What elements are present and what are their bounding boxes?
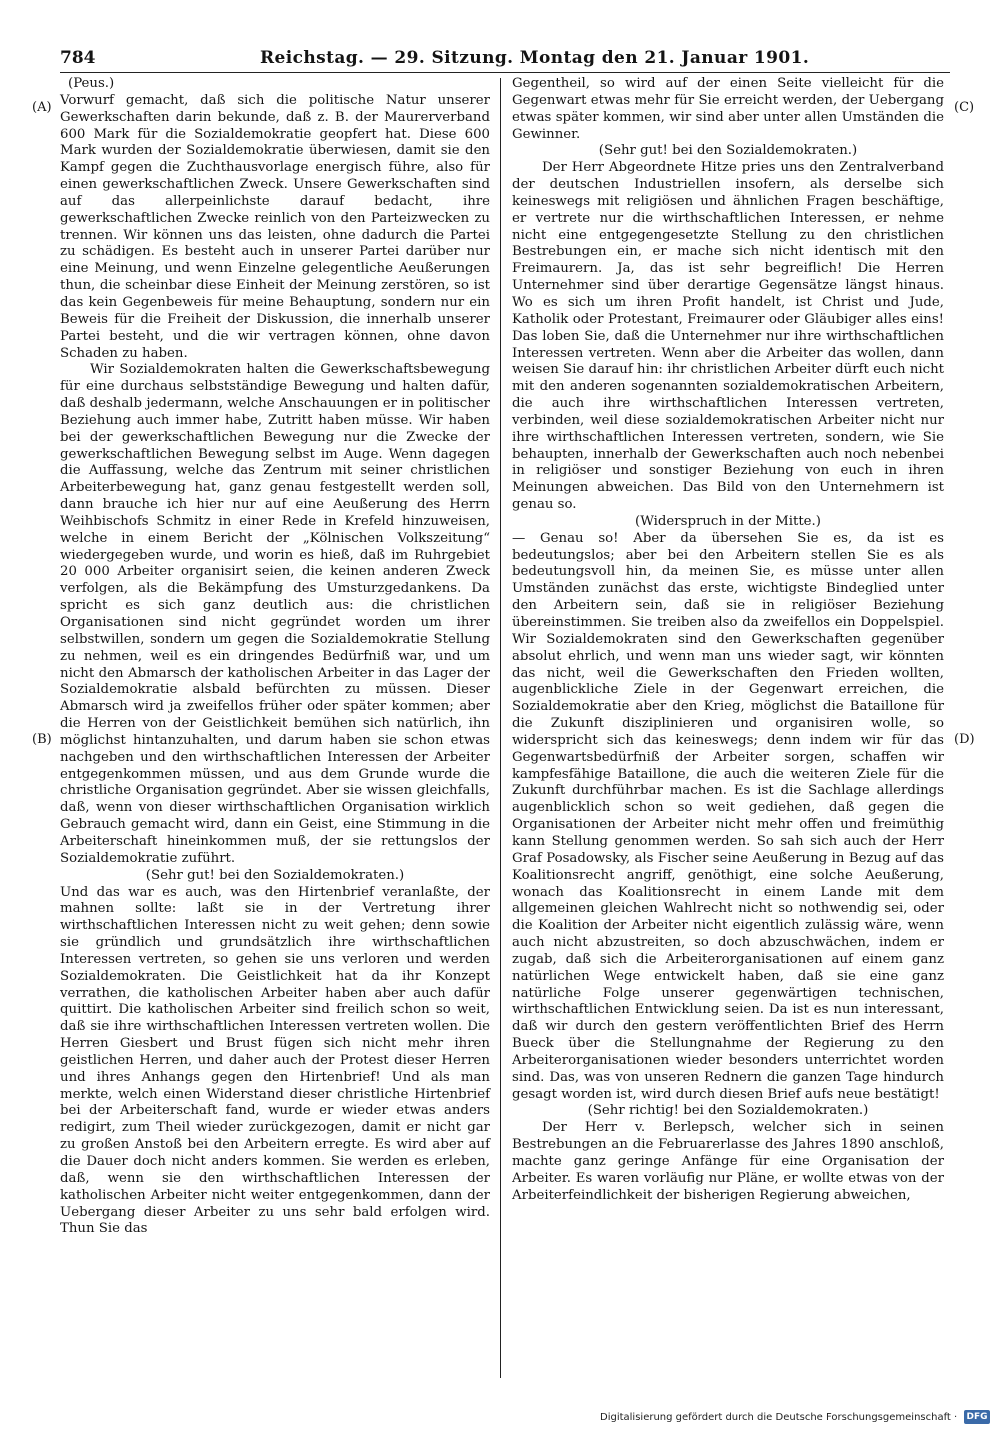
running-title: Reichstag. — 29. Sitzung. Montag den 21. Januar 1901. [260, 48, 810, 68]
page-number: 784 [60, 48, 96, 68]
margin-marker-d: (D) [954, 732, 975, 747]
speaker-name: (Peus.) [68, 76, 115, 91]
paragraph: Und das war es auch, was den Hirtenbrief veranlaßte, der mahnen sollte: laßt sie in der Vertretung ihrer wirthschaftlichen Interessen nicht zu weit gehen; denn sowie sie gründlich und grundsätzlich ihre wirthschaftlichen Interessen vertreten, so gehen sie uns verloren und werden Sozialdemokraten. Die Geistlichkeit hat da ihr Konzept verrathen, die katholischen Arbeiter haben aber auch dafür quittirt. Die katholischen Arbeiter sind freilich schon so weit, daß sie ihre wirthschaftlichen Interessen vertreten wollen. Die Herren Giesbert und Brust fügen sich nicht mehr ihren geistlichen Herren, und daher auch der Protest dieser Herren und ihres Anhangs gegen den Hirtenbrief! Und als man merkte, welch einen Widerstand dieser christliche Hirtenbrief bei der Arbeiterschaft fand, wurde er wieder etwas anders redigirt, zum Theil wieder zurückgezogen, damit er nicht gar zu großen Anstoß bei den Arbeitern erregte. Es wird aber auf die Dauer doch nicht anders kommen. Sie werden es erleben, daß, wenn sie den wirthschaftlichen Interessen der katholischen Arbeiter nicht weiter entgegenkommen, dann der Uebergang dieser Arbeiter zu uns sehr bald erfolgen wird. Thun Sie das [60, 884, 490, 1237]
right-column [512, 76, 944, 1205]
footer [600, 1410, 990, 1428]
interjection: (Sehr gut! bei den Sozialdemokraten.) [145, 867, 405, 883]
dfg-logo: DFG [964, 1410, 990, 1424]
funding-credit: Digitalisierung gefördert durch die Deutsche Forschungsgemeinschaft · [600, 1412, 958, 1423]
page-header [60, 46, 950, 73]
interjection: (Widerspruch in der Mitte.) [635, 513, 821, 529]
paragraph: Gegentheil, so wird auf der einen Seite vielleicht für die Gegenwart etwas mehr für Sie erreicht werden, der Uebergang etwas später kommen, wir sind aber unter allen Umständen die Gewinner. [512, 76, 944, 142]
paragraph: Der Herr Abgeordnete Hitze pries uns den Zentralverband der deutschen Industriellen insofern, als derselbe sich keineswegs mit religiösen und ähnlichen Fragen beschäftige, er vertrete nur die wirthschaftlichen Interessen, er nehme nicht eine entgegengesetzte Stellung zu den christlichen Bestrebungen ein, er mache sich nicht identisch mit den Freimaurern. Ja, das ist sehr begreiflich! Die Herren Unternehmer sind über derartige Gegensätze längst hinaus. Wo es sich um ihren Profit handelt, ist Christ und Jude, Katholik oder Protestant, Freimaurer oder Gläubiger alles eins! Das loben Sie, daß die Unternehmer nur ihre wirthschaftlichen Interessen vertreten. Wenn aber die Arbeiter das wollen, dann weisen Sie darauf hin: ihr christlichen Arbeiter dürft euch nicht mit den anderen sogenannten sozialdemokratischen Arbeitern, die auch ihre wirthschaftlichen Interessen vertreten, verbinden, weil diese sozialdemokratischen Arbeiter nicht nur ihre wirthschaftlichen Interessen vertreten, sondern, wie Sie behaupten, innerhalb der Gewerkschaften auch noch nebenbei in religiöser und sonstiger Beziehung von euch in ihren Meinungen abweichen. Das Bild von den Unternehmern ist genau so. [512, 160, 944, 513]
left-column [60, 76, 490, 1238]
column-divider [500, 78, 501, 1378]
paragraph: — Genau so! Aber da übersehen Sie es, da ist es bedeutungslos; aber bei den Arbeitern stellen Sie es als bedeutungsvoll hin, da meinen Sie, es müsse unter allen Umständen zunächst das erste, wichtigste Bindeglied unter den Arbeitern sein, daß sie in religiöser Beziehung übereinstimmen. Sie treiben also da zweifellos ein Doppelspiel. Wir Sozialdemokraten sind den Gewerkschaften gegenüber absolut ehrlich, und wenn man uns wieder sagt, wir könnten das nicht, weil die Gewerkschaften den Frieden wollten, augenblickliche Ziele in der Gegenwart erreichen, die Sozialdemokratie aber den Krieg, möglichst die Bataillone für die Zukunft disziplinieren und organisiren wolle, so widerspricht sich das keineswegs; denn indem wir für das Gegenwartsbedürfniß der Arbeiter sorgen, schaffen wir kampfesfähige Bataillone, die auch die weiteren Ziele für die Zukunft durchführbar machen. Es ist die Sachlage allerdings augenblicklich schon so weit gediehen, daß gegen die Organisationen der Arbeiter nicht mehr offen und freimüthig kann Stellung genommen werden. So sah sich auch der Herr Graf Posadowsky, als Fischer seine Aeußerung in Bezug auf das Koalitionsrecht angriff, genöthigt, eine solche Aeußerung, wonach das Koalitionsrecht in einem Lande mit dem allgemeinen gleichen Wahlrecht nicht so nothwendig sei, oder die Koalition der Arbeiter nicht eigentlich zulässig wäre, wenn auch nicht abzustreiten, so doch abzuschwächen, indem er zugab, daß sich die Arbeiterorganisationen auf einem ganz natürlichen Wege entwickelt haben, daß sie eine ganz natürliche Folge unserer gegenwärtigen technischen, wirthschaftlichen Entwicklung seien. Da ist es nun interessant, daß wir durch den gestern veröffentlichten Brief des Herrn Bueck über die Stellungnahme der Regierung zu den Arbeiterorganisationen wieder besonders unterrichtet worden sind. Das, was von unseren Rednern die ganzen Tage hindurch gesagt worden ist, wird durch diesen Brief aufs neue bestätigt! [512, 530, 944, 1102]
margin-marker-c: (C) [954, 100, 975, 115]
margin-marker-b: (B) [32, 732, 52, 747]
interjection: (Sehr richtig! bei den Sozialdemokraten.) [587, 1103, 869, 1119]
paragraph: Der Herr v. Berlepsch, welcher sich in seinen Bestrebungen an die Februarerlasse des Jahres 1890 anschloß, machte ganz geringe Anfänge für eine Organisation der Arbeiter. Es waren vorläufig nur Pläne, er wollte etwas von der Arbeiterfeindlichkeit der bisherigen Regierung abweichen, [512, 1120, 944, 1203]
paragraph: Wir Sozialdemokraten halten die Gewerkschaftsbewegung für eine durchaus selbstständige Bewegung und halten dafür, daß deshalb jedermann, welche Anschauungen er in politischer Beziehung auch immer habe, Zutritt haben müsse. Wir haben bei der gewerkschaftlichen Bewegung nur die Zwecke der gewerkschaftlichen Bewegung selbst im Auge. Wenn dagegen die Auffassung, welche das Zentrum mit seiner christlichen Arbeiterbewegung hat, ganz genau festgestellt werden soll, dann brauche ich hier nur auf eine Aeußerung des Herrn Weihbischofs Schmitz in einer Rede in Krefeld hinzuweisen, welche in einem Bericht der „Kölnischen Volkszeitung“ wiedergegeben wurde, und worin es hieß, daß im Ruhrgebiet 20 000 Arbeiter organisirt seien, die keinen anderen Zweck verfolgen, als die Bekämpfung des Umsturzgedankens. Da spricht es sich ganz deutlich aus: die christlichen Organisationen sind nicht gegründet worden um ihrer selbstwillen, sondern um gegen die Sozialdemokratie Stellung zu nehmen, weil es ein dringendes Bedürfniß war, und um nicht den Abmarsch der katholischen Arbeiter in das Lager der Sozialdemokratie alsbald befürchten zu müssen. Dieser Abmarsch wird ja zweifellos früher oder später kommen; aber die Herren von der Geistlichkeit bemühen sich natürlich, ihn möglichst hintanzuhalten, und darum haben sie schon etwas nachgeben und den wirthschaftlichen Interessen der Arbeiter entgegenkommen müssen, und aus dem Grunde wurde die christliche Organisation gegründet. Aber sie wissen gleichfalls, daß, wenn von dieser wirthschaftlichen Organisation wirklich Gebrauch gemacht wird, dann ein Geist, eine Stimmung in die Arbeiterschaft hineinkommen muß, der sie rettungslos der Sozialdemokratie zuführt. [60, 362, 490, 866]
interjection: (Sehr gut! bei den Sozialdemokraten.) [598, 143, 858, 159]
paragraph: Vorwurf gemacht, daß sich die politische Natur unserer Gewerkschaften darin bekunde, daß z. B. der Maurerverband 600 Mark für die Sozialdemokratie geopfert hat. Diese 600 Mark wurden der Sozialdemokratie überwiesen, damit sie den Kampf gegen die Zuchthausvorlage energisch führe, also für einen gewerkschaftlichen Zweck. Unsere Gewerkschaften sind auf das allerpeinlichste darauf bedacht, ihre gewerkschaftlichen Zwecke reinlich von den Parteizwecken zu trennen. Wir können uns das leisten, ohne dadurch die Partei zu schädigen. Es besteht auch in unserer Partei darüber nur eine Meinung, und wenn Einzelne gelegentliche Aeußerungen thun, die scheinbar diese Einheit der Meinung zerstören, so ist das kein Gegenbeweis für meine Behauptung, sondern nur ein Beweis für die Freiheit der Diskussion, die innerhalb unserer Partei besteht, und die wir vertragen können, ohne davon Schaden zu haben. [60, 92, 490, 361]
margin-marker-a: (A) [32, 100, 52, 115]
